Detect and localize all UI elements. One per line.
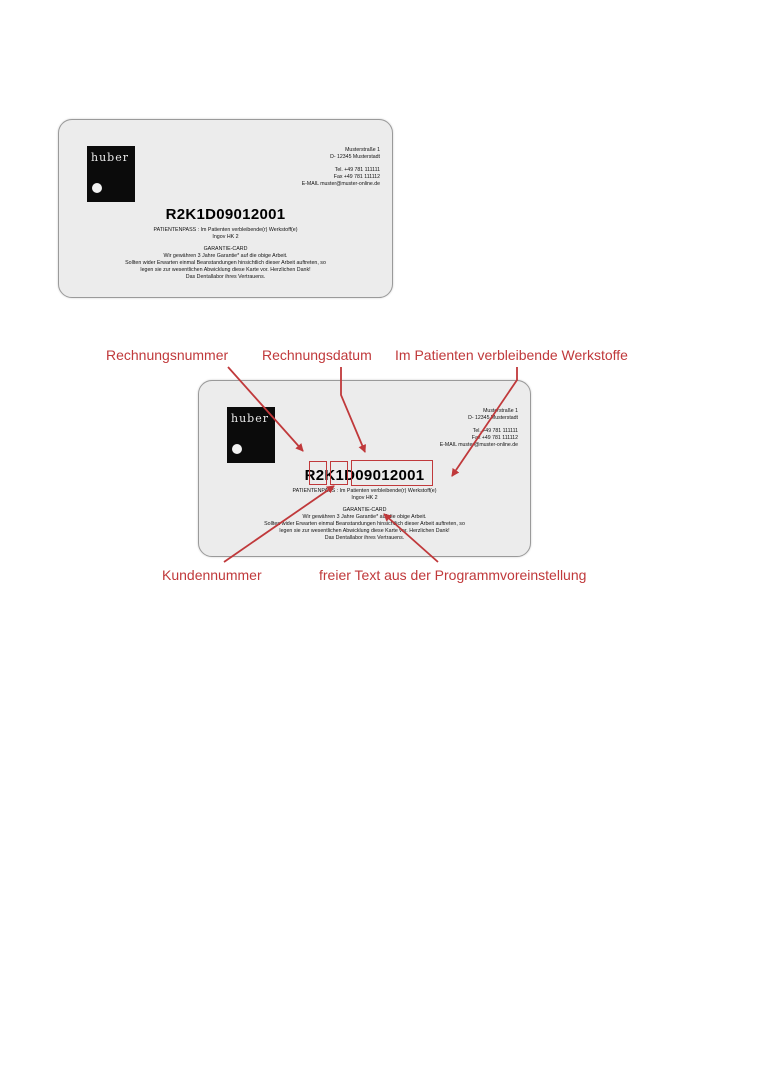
address-email: E-MAIL muster@muster-online.de [301,181,380,187]
logo-text: huber [231,412,269,425]
logo-dot-icon [232,444,242,454]
label-customer-number: Kundennummer [162,567,262,583]
huber-logo [227,407,275,463]
card-body-text [199,488,530,542]
address-tel: Tel. +49 781 111111 [334,167,380,173]
address-block [302,147,380,188]
number-part-date: 09012001 [355,467,425,484]
pass-line-1: PATIENTENPASS : Im Patienten verbleibende(r) Werkstoff(e) [292,488,437,494]
huber-logo [87,146,135,202]
highlight-invoice-number [309,461,327,485]
pass-line-2: Ingov HK 2 [351,495,378,501]
address-fax: Fax +49 781 111112 [333,174,380,180]
highlight-invoice-date [351,460,433,486]
address-email: E-MAIL muster@muster-online.de [439,442,518,448]
label-materials: Im Patienten verbleibende Werkstoffe [395,347,628,363]
address-block [440,408,518,449]
guarantee-line-3: legen sie zur wesentlichen Abwicklung diese Karte vor. Herzlichen Dank! [279,528,450,534]
address-street: Musterstraße 1 [483,408,518,414]
number-part-d: D [344,467,356,484]
number-part-prefix: R2 [304,467,325,484]
label-invoice-number: Rechnungsnummer [106,347,229,363]
guarantee-title: GARANTIE-CARD [203,246,248,252]
address-city: D- 12345 Musterstadt [330,154,380,160]
pass-line-2: Ingov HK 2 [212,234,239,240]
address-fax: Fax +49 781 111112 [471,435,518,441]
card-number: R2K1D09012001 [165,206,286,223]
address-street: Musterstraße 1 [345,147,380,153]
logo-text: huber [91,151,129,164]
guarantee-line-2: Sollten wider Erwarten einmal Beanstandungen hinsichtlich dieser Arbeit auftreten, so [125,260,326,266]
guarantee-line-1: Wir gewähren 3 Jahre Garantie* auf die obige Arbeit. [163,253,288,259]
label-invoice-date: Rechnungsdatum [262,347,372,363]
number-part-customer: K1 [324,467,345,484]
guarantee-line-4: Das Dentallabor ihres Vertrauens. [185,274,266,280]
patient-card-plain [58,119,393,298]
highlight-customer-number [330,461,348,485]
guarantee-line-4: Das Dentallabor ihres Vertrauens. [324,535,405,541]
guarantee-line-3: legen sie zur wesentlichen Abwicklung diese Karte vor. Herzlichen Dank! [140,267,311,273]
card-body-text [59,227,392,281]
guarantee-line-2: Sollten wider Erwarten einmal Beanstandungen hinsichtlich dieser Arbeit auftreten, so [264,521,465,527]
guarantee-title: GARANTIE-CARD [342,507,387,513]
guarantee-line-1: Wir gewähren 3 Jahre Garantie* auf die obige Arbeit. [302,514,427,520]
label-free-text: freier Text aus der Programmvoreinstellung [319,567,587,583]
logo-dot-icon [92,183,102,193]
address-city: D- 12345 Musterstadt [468,415,518,421]
pass-line-1: PATIENTENPASS : Im Patienten verbleibende(r) Werkstoff(e) [153,227,298,233]
address-tel: Tel. +49 781 111111 [472,428,518,434]
